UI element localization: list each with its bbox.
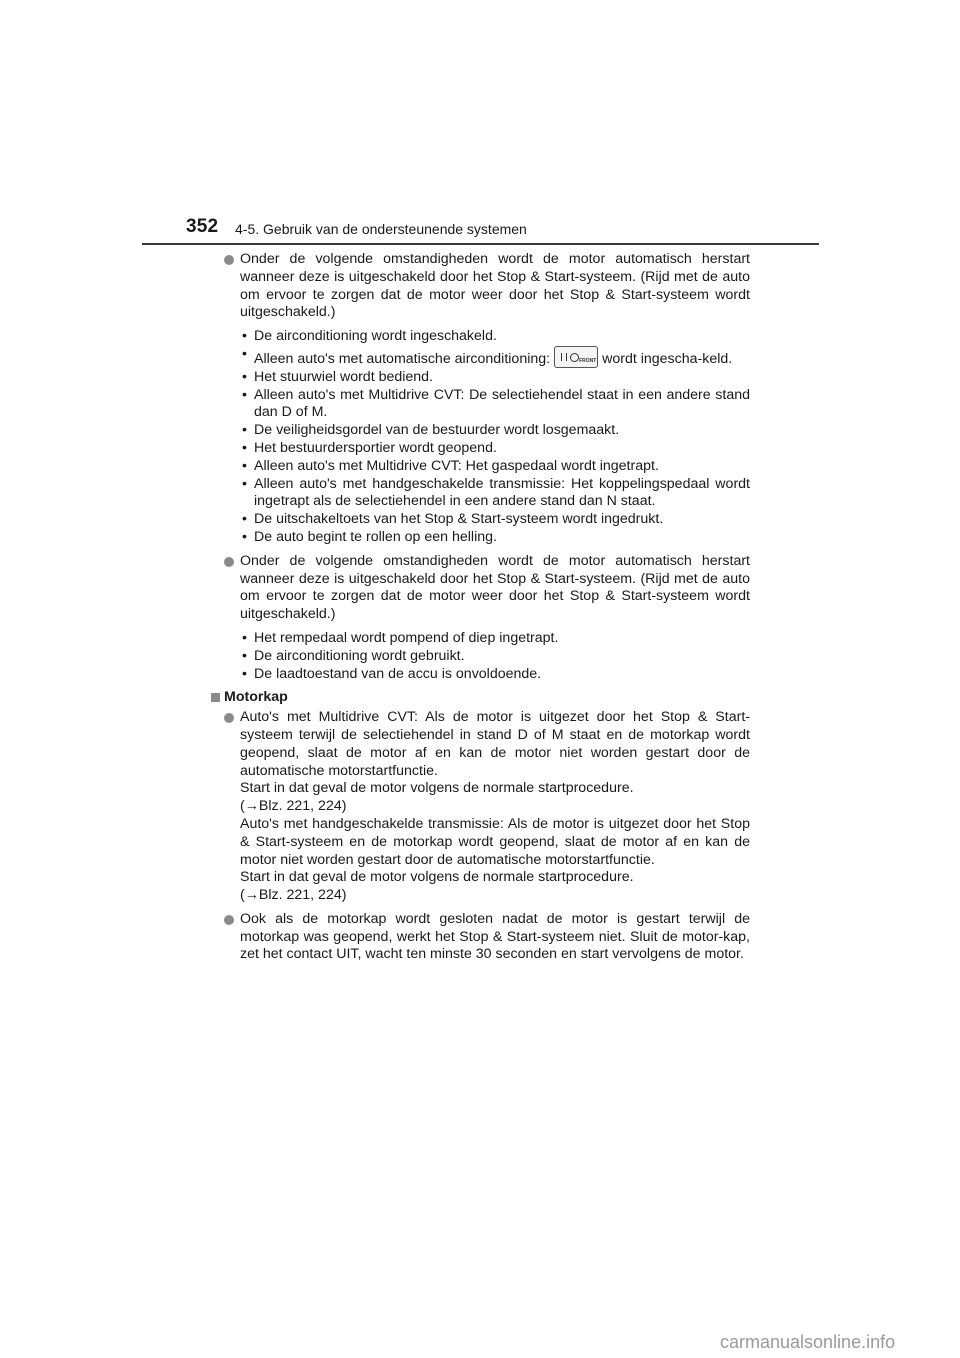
page-reference: (→Blz. 221, 224) [240,887,347,904]
list-item: • Het bestuurdersportier wordt geopend. [242,439,497,456]
list-item: • De veiligheidsgordel van de bestuurder wordt losgemaakt. [242,422,620,439]
list-item: • De airconditioning wordt gebruikt. [242,647,465,664]
motorkap-paragraph-2: Ook als de motorkap wordt gesloten nadat de motor is gestart terwijl de motorkap was geopend, werkt het Stop & Start-systeem niet. Sluit de motor-kap, zet het contact UIT, wacht ten minste 30 seconden en start vervolgens de motor. [210,911,750,964]
circle-bullet-icon [224,915,234,925]
restart-intro-1: Onder de volgende omstandigheden wordt de motor automatisch herstart wanneer deze is uitgeschakeld door het Stop & Start-systeem. (Rijd met de auto om ervoor te zorgen dat de motor weer door het Stop & Start-systeem wordt uitgeschakeld.) [240,251,750,321]
list-item: • De uitschakeltoets van het Stop & Start-systeem wordt ingedrukt. [242,511,664,528]
page-reference: (→Blz. 221, 224) [240,798,347,815]
list-item: • De airconditioning wordt ingeschakeld. [242,328,497,345]
restart-list-2 [210,630,750,683]
watermark: carmanualsonline.info [720,1332,896,1352]
page-header [0,0,960,250]
restart-conditions-2 [210,553,750,624]
page-number: 352 [186,216,219,237]
front-defroster-button-icon: FRONT [554,346,598,368]
restart-conditions-1 [210,251,750,322]
list-item: • De auto begint te rollen op een helling. [242,528,497,545]
list-item: • De laadtoestand van de accu is onvoldoende. [242,665,542,682]
square-bullet-icon [211,693,220,702]
page-content [210,251,750,970]
motorkap-heading: Motorkap [210,689,750,707]
motorkap-paragraph-1: Auto's met Multidrive CVT: Als de motor is uitgezet door het Stop & Start-systeem terwijl de selectiehendel in stand D of M staat en de motorkap wordt geopend, slaat de motor af en kan de motor niet worden gestart door de automatische motorstartfunctie. Start in dat geval de motor volgens de normale startprocedure. (→Blz. 221, 224) Auto's met handgeschakelde transmissie: Als de motor is uitgezet door het Stop & Start-systeem en de motorkap wordt geopend, slaat de motor af en kan de motor niet worden gestart door de automatische motorstartfunctie. Start in dat geval de motor volgens de normale startprocedure. (→Blz. 221, 224) [210,709,750,905]
list-item: • Alleen auto's met handgeschakelde transmissie: Het koppelingspedaal wordt ingetrapt als de selectiehendel in een andere stand dan N staat. [242,475,750,510]
circle-bullet-icon [224,713,234,723]
restart-list-1 [210,328,750,547]
section-title: 4-5. Gebruik van de ondersteunende systemen [235,221,527,237]
list-item: • Alleen auto's met Multidrive CVT: De selectiehendel staat in een andere stand dan D of M. [242,386,750,421]
restart-intro-2: Onder de volgende omstandigheden wordt de motor automatisch herstart wanneer deze is uitgeschakeld door het Stop & Start-systeem. (Rijd met de auto om ervoor te zorgen dat de motor weer door het Stop & Start-systeem wordt uitgeschakeld.) [240,552,750,623]
list-item: • Alleen auto's met automatische airconditioning: FRONT wordt ingescha-keld. [242,345,733,367]
list-item: • Alleen auto's met Multidrive CVT: Het gaspedaal wordt ingetrapt. [242,457,659,474]
list-item: • Het stuurwiel wordt bediend. [242,368,434,385]
list-item: • Het rempedaal wordt pompend of diep ingetrapt. [242,629,559,646]
header-divider [142,243,819,245]
circle-bullet-icon [224,255,234,265]
circle-bullet-icon [224,557,234,567]
